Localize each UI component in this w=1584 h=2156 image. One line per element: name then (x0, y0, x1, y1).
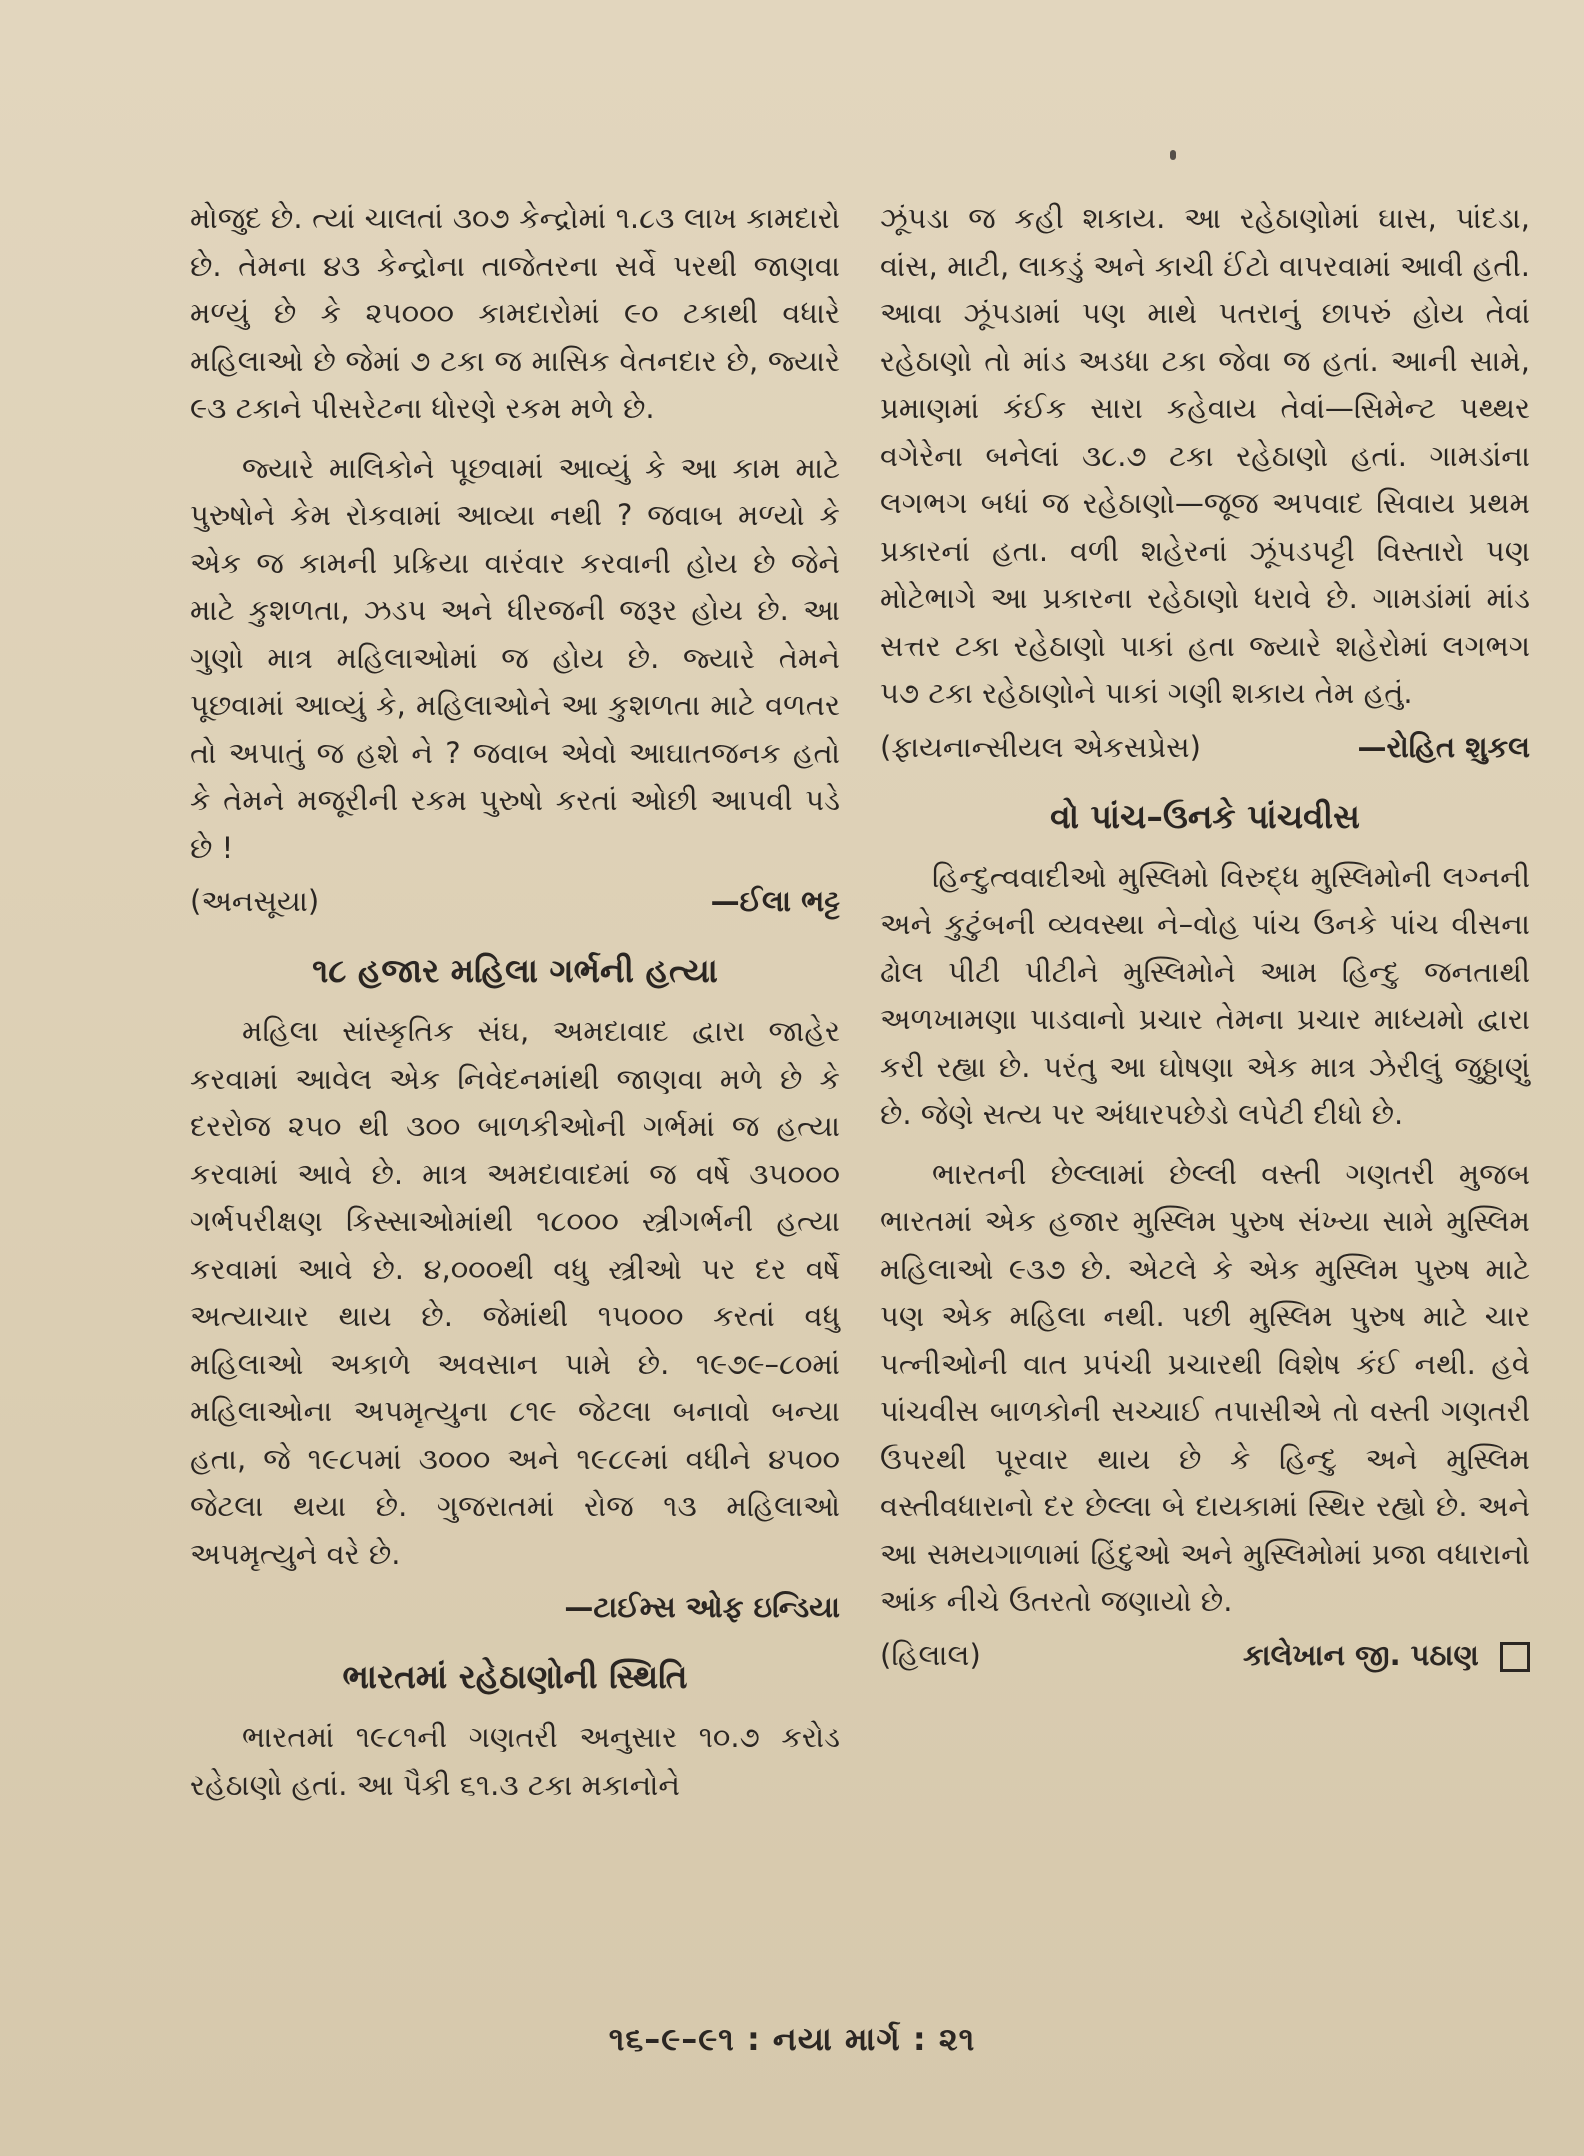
source-label: (અનસૂયા) (190, 884, 320, 918)
right-column (880, 195, 1530, 1680)
author-label: કાલેખાન જી. પઠાણ (1243, 1637, 1479, 1672)
byline (190, 876, 840, 926)
ink-mark (1170, 150, 1176, 160)
source-label: (ફાયનાન્સીયલ એકસપ્રેસ) (880, 729, 1201, 764)
article-heading: વો પાંચ–ઉનકે પાંચવીસ (1050, 796, 1360, 836)
byline (880, 722, 1530, 772)
article-paragraph: ભારતમાં ૧૯૮૧ની ગણતરી અનુસાર ૧૦.૭ કરોડ રહેઠાણો હતાં. આ પૈકી ૬૧.૩ ટકા મકાનોને (190, 1720, 840, 1802)
byline (190, 1582, 840, 1632)
author-label: —ઈલા ભટ્ટ (710, 884, 840, 918)
article-paragraph: મહિલા સાંસ્કૃતિક સંઘ, અમદાવાદ દ્વારા જાહેર કરવામાં આવેલ એક નિવેદનમાંથી જાણવા મળે છે કે દરરોજ ૨૫૦ થી ૩૦૦ બાળકીઓની ગર્ભમાં જ હત્યા કરવામાં આવે છે. માત્ર અમદાવાદમાં જ વર્ષે ૩૫૦૦૦ ગર્ભપરીક્ષણ કિસ્સાઓમાંથી ૧૮૦૦૦ સ્ત્રીગર્ભની હત્યા કરવામાં આવે છે. ૪,૦૦૦થી વધુ સ્ત્રીઓ પર દર વર્ષે અત્યાચાર થાય છે. જેમાંથી ૧૫૦૦૦ કરતાં વધુ મહિલાઓ અકાળે અવસાન પામે છે. ૧૯૭૯–૮૦માં મહિલાઓના અપમૃત્યુના ૮૧૯ જેટલા બનાવો બન્યા હતા, જે ૧૯૮૫માં ૩૦૦૦ અને ૧૯૮૯માં વધીને ૪૫૦૦ જેટલા થયા છે. ગુજરાતમાં રોજ ૧૩ મહિલાઓ અપમૃત્યુને વરે છે. (190, 1014, 840, 1571)
source-label: (હિલાલ) (880, 1637, 981, 1672)
author-label: —રોહિત શુકલ (1357, 729, 1530, 764)
article-paragraph: ઝૂંપડા જ કહી શકાય. આ રહેઠાણોમાં ઘાસ, પાંદડા, વાંસ, માટી, લાકડું અને કાચી ઈંટો વાપરવામાં આવી હતી. આવા ઝૂંપડામાં પણ માથે પતરાનું છાપરું હોય તેવાં રહેઠાણો તો માંડ અડધા ટકા જેવા જ હતાં. આની સામે, પ્રમાણમાં કંઈક સારા કહેવાય તેવાં—સિમેન્ટ પથ્થર વગેરેના બનેલાં ૩૮.૭ ટકા રહેઠાણો હતાં. ગામડાંના લગભગ બધાં જ રહેઠાણો—જૂજ અપવાદ સિવાય પ્રથમ પ્રકારનાં હતા. વળી શહેરનાં ઝૂંપડપટ્ટી વિસ્તારો પણ મોટેભાગે આ પ્રકારના રહેઠાણો ધરાવે છે. ગામડાંમાં માંડ સત્તર ટકા રહેઠાણો પાકાં હતા જ્યારે શહેરોમાં લગભગ ૫૭ ટકા રહેઠાણોને પાકાં ગણી શકાય તેમ હતું. (880, 201, 1530, 710)
author-group (1243, 1630, 1530, 1680)
end-mark-icon (1500, 1642, 1530, 1672)
article-paragraph: મોજુદ છે. ત્યાં ચાલતાં ૩૦૭ કેન્દ્રોમાં ૧.૮૩ લાખ કામદારો છે. તેમના ૪૩ કેન્દ્રોના તાજેતરના સર્વે પરથી જાણવા મળ્યું છે કે ૨૫૦૦૦ કામદારોમાં ૯૦ ટકાથી વધારે મહિલાઓ છે જેમાં ૭ ટકા જ માસિક વેતનદાર છે, જ્યારે ૯૩ ટકાને પીસરેટના ધોરણે રકમ મળે છે. (190, 201, 840, 425)
left-column (190, 195, 840, 1809)
article-paragraph: ભારતની છેલ્લામાં છેલ્લી વસ્તી ગણતરી મુજબ ભારતમાં એક હજાર મુસ્લિમ પુરુષ સંખ્યા સામે મુસ્લિમ મહિલાઓ ૯૩૭ છે. એટલે કે એક મુસ્લિમ પુરુષ માટે પણ એક મહિલા નથી. પછી મુસ્લિમ પુરુષ માટે ચાર પત્નીઓની વાત પ્રપંચી પ્રચારથી વિશેષ કંઈ નથી. હવે પાંચવીસ બાળકોની સચ્ચાઈ તપાસીએ તો વસ્તી ગણતરી ઉપરથી પૂરવાર થાય છે કે હિન્દુ અને મુસ્લિમ વસ્તીવધારાનો દર છેલ્લા બે દાયકામાં સ્થિર રહ્યો છે. અને આ સમયગાળામાં હિંદુઓ અને મુસ્લિમોમાં પ્રજા વધારાનો આંક નીચે ઉતરતો જણાયો છે. (880, 1156, 1530, 1618)
article-paragraph: જ્યારે માલિકોને પૂછવામાં આવ્યું કે આ કામ માટે પુરુષોને કેમ રોકવામાં આવ્યા નથી ? જવાબ મળ્યો કે એક જ કામની પ્રક્રિયા વારંવાર કરવાની હોય છે જેને માટે કુશળતા, ઝડપ અને ધીરજની જરૂર હોય છે. આ ગુણો માત્ર મહિલાઓમાં જ હોય છે. જ્યારે તેમને પૂછવામાં આવ્યું કે, મહિલાઓને આ કુશળતા માટે વળતર તો અપાતું જ હશે ને ? જવાબ એવો આઘાતજનક હતો કે તેમને મજૂરીની રકમ પુરુષો કરતાં ઓછી આપવી પડે છે ! (190, 450, 840, 865)
author-label: —ટાઈમ્સ ઓફ ઇન્ડિયા (564, 1590, 840, 1624)
article-heading: ૧૮ હજાર મહિલા ગર્ભની હત્યા (312, 951, 718, 990)
byline (880, 1630, 1530, 1680)
article-paragraph: હિન્દુત્વવાદીઓ મુસ્લિમો વિરુદ્ધ મુસ્લિમોની લગ્નની અને કુટુંબની વ્યવસ્થા ને–વોહ પાંચ ઉનકે પાંચ વીસના ઢોલ પીટી પીટીને મુસ્લિમોને આમ હિન્દુ જનતાથી અળખામણા પાડવાનો પ્રચાર તેમના પ્રચાર માધ્યમો દ્વારા કરી રહ્યા છે. પરંતુ આ ઘોષણા એક માત્ર ઝેરીલું જુઠ્ઠાણું છે. જેણે સત્ય પર અંધારપછેડો લપેટી દીધો છે. (880, 859, 1530, 1131)
page-footer: ૧૬–૯–૯૧ : નયા માર્ગ : ૨૧ (608, 2020, 976, 2058)
article-heading: ભારતમાં રહેઠાણોની સ્થિતિ (342, 1657, 688, 1696)
